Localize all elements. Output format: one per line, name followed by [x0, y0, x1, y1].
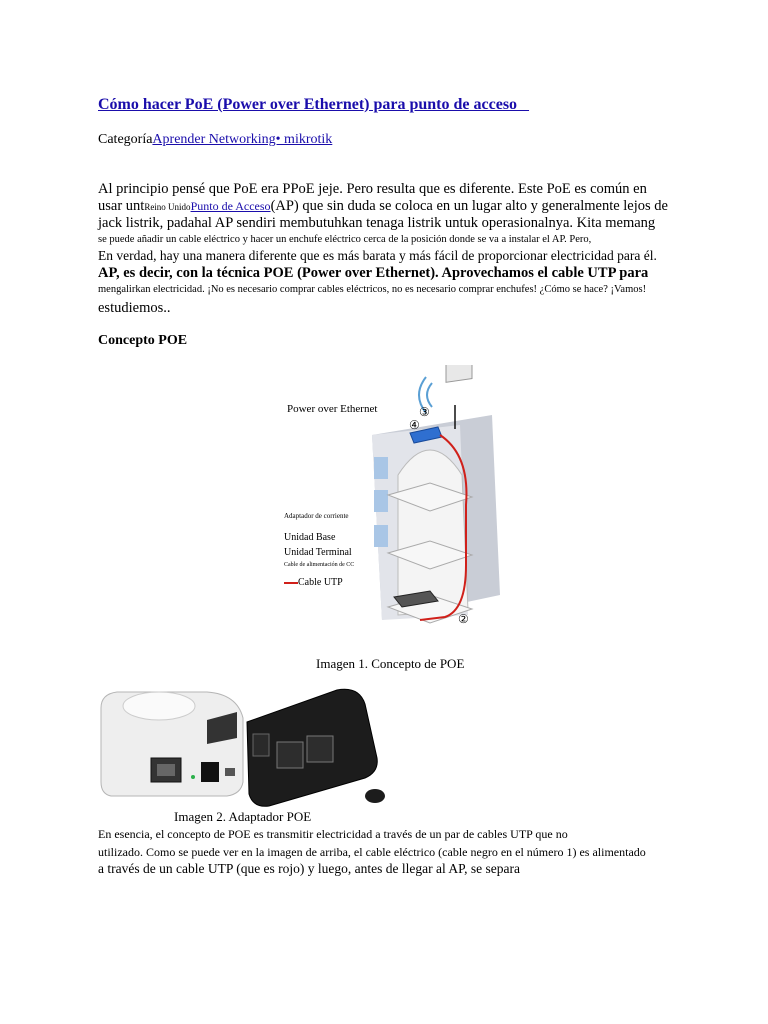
- para1-line7: mengalirkan electricidad. ¡No es necesario comprar cables eléctricos, no es necesario comprar enchufes! ¿Cómo se hace? ¡Vamos!: [98, 284, 647, 295]
- poe-adapter-photo: [97, 678, 392, 808]
- para1-line2-b: (AP) que sin duda se coloca en un lugar alto y generalmente lejos de: [270, 198, 668, 214]
- section-heading: Concepto POE: [98, 333, 188, 348]
- poe-adapter-figure: [97, 678, 392, 808]
- para2-line1: En esencia, el concepto de POE es transmitir electricidad a través de un par de cables UTP que no: [98, 827, 568, 841]
- legend-base: Unidad Base: [284, 532, 336, 543]
- legend-cable-cc: Cable de alimentación de CC: [284, 562, 355, 568]
- para1-line4: se puede añadir un cable eléctrico y hacer un enchufe eléctrico cerca de la posición donde se va a instalar el AP. Pero,: [98, 234, 592, 245]
- para1-line2-small: Reino Unido: [144, 202, 191, 212]
- article-title[interactable]: Cómo hacer PoE (Power over Ethernet) para punto de acceso: [98, 96, 530, 113]
- marker-4: ④: [409, 418, 420, 432]
- para2-line2: utilizado. Como se puede ver en la imagen de arriba, el cable eléctrico (cable negro en el número 1) es alimentado: [98, 845, 646, 859]
- legend-adaptador: Adaptador de corriente: [284, 512, 349, 520]
- para1-line1: Al principio pensé que PoE era PPoE jeje. Pero resulta que es diferente. Este PoE es común en: [98, 181, 647, 197]
- marker-2: ②: [458, 612, 469, 626]
- para1-line2-a: usar unt: [98, 198, 145, 214]
- para1-line8: estudiemos..: [98, 300, 171, 316]
- para1-line6: AP, es decir, con la técnica POE (Power over Ethernet). Aprovechamos el cable UTP para: [98, 265, 649, 281]
- poe-concept-figure: [270, 365, 510, 630]
- category-link[interactable]: Aprender Networking• mikrotik: [152, 132, 333, 147]
- legend-utp: Cable UTP: [298, 577, 343, 588]
- category-prefix: Categoría: [98, 132, 153, 147]
- para2-line3: a través de un cable UTP (que es rojo) y luego, antes de llegar al AP, se separa: [98, 861, 520, 876]
- figure1-title: Power over Ethernet: [287, 403, 378, 415]
- figure2-caption: Imagen 2. Adaptador POE: [174, 809, 312, 824]
- figure1-caption: Imagen 1. Concepto de POE: [316, 656, 465, 671]
- para1-line5: En verdad, hay una manera diferente que es más barata y más fácil de proporcionar electricidad para él.: [98, 248, 657, 263]
- marker-3: ③: [419, 405, 430, 419]
- access-point-link[interactable]: Punto de Acceso: [190, 199, 271, 213]
- para1-line2: [98, 198, 668, 215]
- legend-terminal: Unidad Terminal: [284, 547, 352, 558]
- category-line: [98, 132, 332, 148]
- para1-line3: jack listrik, padahal AP sendiri membutuhkan tenaga listrik untuk operasionalnya. Kita memang: [98, 215, 656, 231]
